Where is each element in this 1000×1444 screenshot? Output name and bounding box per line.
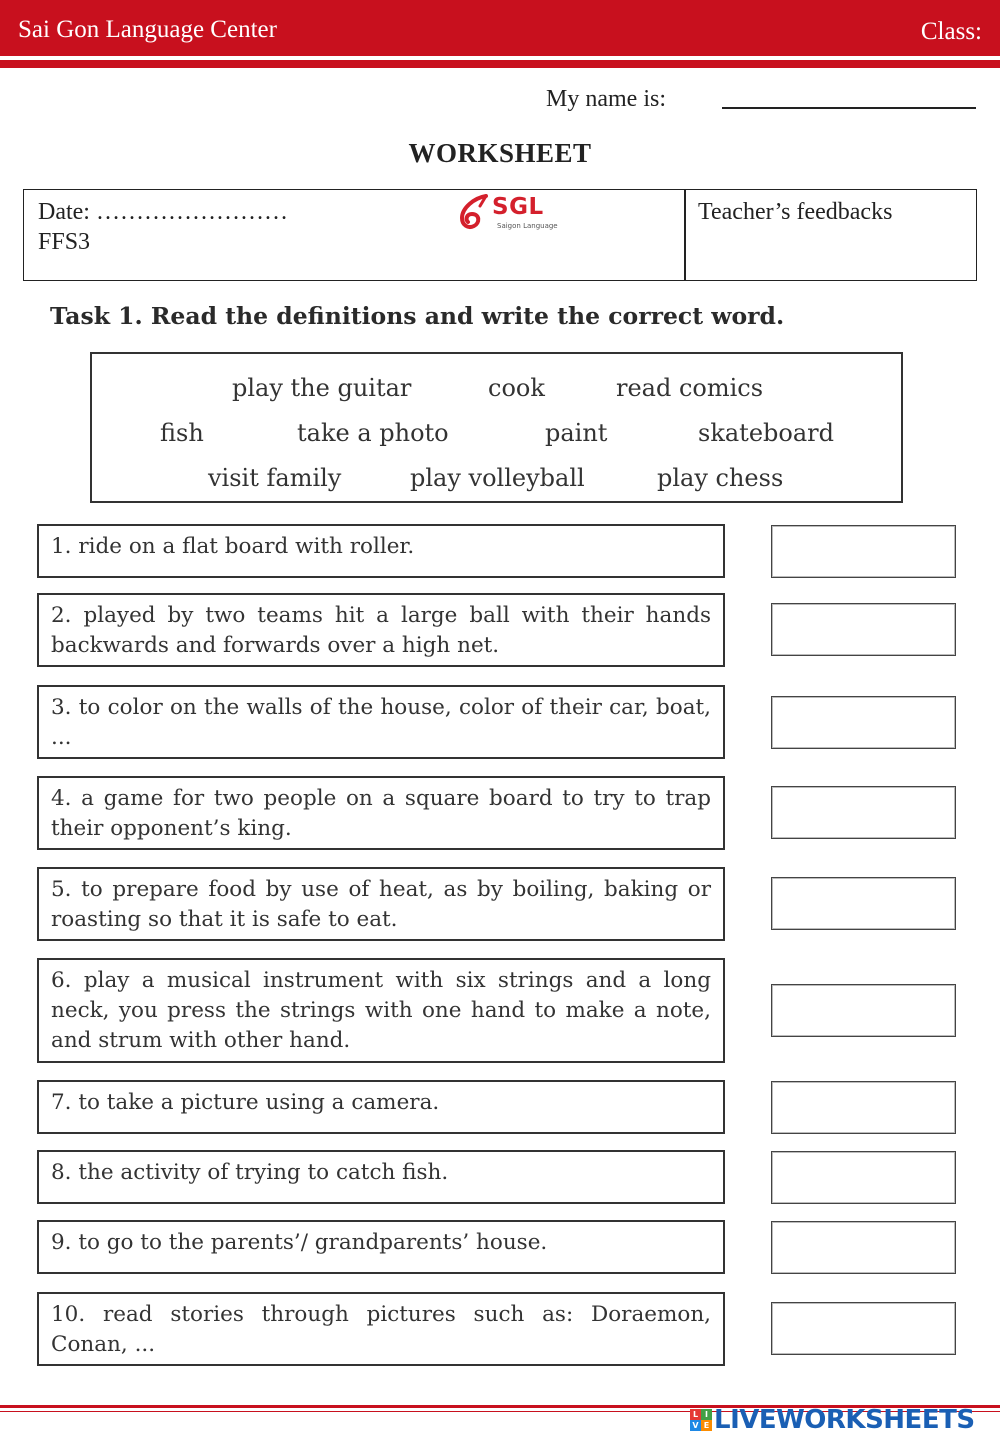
definition-9: 9. to go to the parents’/ grandparents’ house. — [37, 1220, 725, 1274]
word-bank — [90, 352, 903, 503]
header-divider — [0, 60, 1000, 68]
answer-box-2[interactable] — [771, 603, 956, 656]
answer-box-1[interactable] — [771, 525, 956, 578]
definition-4: 4. a game for two people on a square board to try to trap their opponent’s king. — [37, 776, 725, 850]
definition-6: 6. play a musical instrument with six strings and a long neck, you press the strings with one hand to make a note, and strum with other hand. — [37, 958, 725, 1063]
definition-5: 5. to prepare food by use of heat, as by boiling, baking or roasting so that it is safe to eat. — [37, 867, 725, 941]
answer-box-10[interactable] — [771, 1302, 956, 1355]
word-take-a-photo[interactable]: take a photo — [297, 419, 449, 447]
definition-3: 3. to color on the walls of the house, color of their car, boat, ... — [37, 685, 725, 759]
definition-8: 8. the activity of trying to catch fish. — [37, 1150, 725, 1204]
answer-box-8[interactable] — [771, 1151, 956, 1204]
answer-box-3[interactable] — [771, 696, 956, 749]
lw-icon-letter: E — [701, 1420, 712, 1431]
name-label: My name is: — [546, 86, 666, 112]
date-field: Date: …………………… — [38, 199, 288, 225]
liveworksheets-brand: LIVEWORKSHEETS — [714, 1405, 975, 1435]
definition-1: 1. ride on a flat board with roller. — [37, 524, 725, 578]
word-play-the-guitar[interactable]: play the guitar — [232, 374, 412, 402]
task-title: Task 1. Read the definitions and write the correct word. — [50, 302, 785, 330]
word-visit-family[interactable]: visit family — [208, 464, 342, 492]
logo-text: SGL — [492, 194, 544, 220]
definition-7: 7. to take a picture using a camera. — [37, 1080, 725, 1134]
definition-2: 2. played by two teams hit a large ball with their hands backwards and forwards over a high net. — [37, 593, 725, 667]
answer-box-6[interactable] — [771, 984, 956, 1037]
answer-box-9[interactable] — [771, 1221, 956, 1274]
name-input-line[interactable] — [722, 107, 976, 109]
course-code: FFS3 — [38, 229, 91, 255]
class-label: Class: — [920, 18, 982, 45]
header-bar — [0, 0, 1000, 56]
sgl-swirl-icon — [456, 192, 492, 232]
definition-10: 10. read stories through pictures such as: Doraemon, Conan, ... — [37, 1292, 725, 1366]
word-play-chess[interactable]: play chess — [657, 464, 784, 492]
answer-box-4[interactable] — [771, 786, 956, 839]
info-box — [23, 189, 977, 281]
word-read-comics[interactable]: read comics — [616, 374, 764, 402]
word-fish[interactable]: fish — [160, 419, 204, 447]
worksheet-title: WORKSHEET — [408, 138, 592, 168]
word-paint[interactable]: paint — [545, 419, 608, 447]
teacher-feedback-label: Teacher’s feedbacks — [698, 199, 893, 225]
logo-subtext: Saigon Language — [497, 222, 558, 230]
word-cook[interactable]: cook — [488, 374, 545, 402]
liveworksheets-icon — [690, 1409, 712, 1431]
lw-icon-letter: L — [690, 1409, 701, 1420]
word-skateboard[interactable]: skateboard — [698, 419, 834, 447]
lw-icon-letter: I — [701, 1409, 712, 1420]
info-divider — [684, 190, 686, 280]
answer-box-7[interactable] — [771, 1081, 956, 1134]
answer-box-5[interactable] — [771, 877, 956, 930]
center-name: Sai Gon Language Center — [18, 16, 277, 43]
lw-icon-letter: V — [690, 1420, 701, 1431]
word-play-volleyball[interactable]: play volleyball — [410, 464, 585, 492]
sgl-logo — [456, 192, 566, 232]
